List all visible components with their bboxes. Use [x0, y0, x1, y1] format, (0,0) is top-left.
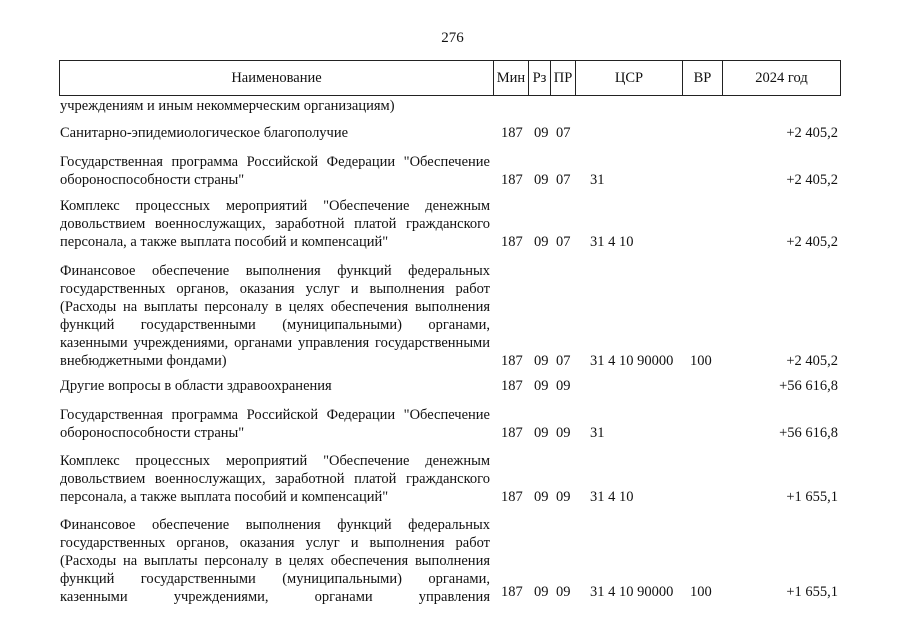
- row-codes: [60, 583, 840, 601]
- header-min: Мин: [494, 61, 529, 95]
- header-pr: ПР: [551, 61, 576, 95]
- row-amount: +2 405,2: [786, 234, 838, 250]
- table-row: [60, 124, 840, 142]
- row-rz: 09: [534, 489, 549, 505]
- row-rz: 09: [534, 353, 549, 369]
- row-min: 187: [501, 584, 523, 600]
- row-vr: 100: [690, 353, 712, 369]
- row-pr: 07: [556, 353, 571, 369]
- page-number: 276: [441, 30, 464, 46]
- row-csr: 31 4 10 90000: [590, 353, 674, 369]
- row-name: Государственная программа Российской Федерации "Обеспечение обороноспособности страны": [60, 154, 490, 188]
- table-row: [60, 516, 840, 606]
- row-amount: +1 655,1: [786, 489, 838, 505]
- row-amount: +2 405,2: [786, 125, 838, 141]
- row-codes: [60, 124, 840, 142]
- row-name: Комплекс процессных мероприятий "Обеспечение денежным довольствием военнослужащих, заработной платой гражданского персонала, а также выплата пособий и компенсаций": [60, 198, 490, 250]
- header-csr: ЦСР: [576, 61, 683, 95]
- row-pr: 07: [556, 234, 571, 250]
- row-amount: +2 405,2: [786, 353, 838, 369]
- row-rz: 09: [534, 125, 549, 141]
- row-pr: 07: [556, 172, 571, 188]
- row-codes: [60, 352, 840, 370]
- row-pr: 07: [556, 125, 571, 141]
- row-pr: 09: [556, 584, 571, 600]
- row-name: Другие вопросы в области здравоохранения: [60, 378, 332, 394]
- row-min: 187: [501, 425, 523, 441]
- row-name: Финансовое обеспечение выполнения функций федеральных государственных органов, оказания услуг и выполнения работ (Расходы на выплаты персоналу в целях обеспечения выполнения функций государственными (муниципальными) органами, казенными учреждениями, органами управления: [60, 517, 490, 605]
- row-csr: 31 4 10: [590, 234, 634, 250]
- row-rz: 09: [534, 234, 549, 250]
- row-min: 187: [501, 378, 523, 394]
- row-pr: 09: [556, 378, 571, 394]
- table-row: [60, 262, 840, 370]
- row-min: 187: [501, 234, 523, 250]
- table-row: [60, 406, 840, 442]
- row-csr: 31 4 10: [590, 489, 634, 505]
- row-name: Санитарно-эпидемиологическое благополучие: [60, 125, 349, 141]
- continuation-row: [60, 97, 840, 115]
- row-rz: 09: [534, 378, 549, 394]
- row-codes: [60, 233, 840, 251]
- header-rz: Рз: [529, 61, 551, 95]
- header-vr: ВР: [683, 61, 723, 95]
- header-year: 2024 год: [755, 69, 808, 86]
- row-name: Финансовое обеспечение выполнения функций федеральных государственных органов, оказания услуг и выполнения работ (Расходы на выплаты персоналу в целях обеспечения выполнения функций государственными (муниципальными) органами, казенными учреждениями, органами управления государственными внебюджетными фондами): [60, 263, 490, 369]
- header-name: Наименование: [60, 61, 494, 95]
- continuation-text: учреждениям и иным некоммерческим организациям): [60, 98, 395, 114]
- row-rz: 09: [534, 172, 549, 188]
- row-csr: 31: [590, 425, 605, 441]
- row-vr: 100: [690, 584, 712, 600]
- row-pr: 09: [556, 425, 571, 441]
- row-min: 187: [501, 353, 523, 369]
- row-amount: +56 616,8: [779, 378, 838, 394]
- table-row: [60, 377, 840, 395]
- row-codes: [60, 424, 840, 442]
- row-min: 187: [501, 489, 523, 505]
- table-row: [60, 197, 840, 251]
- row-rz: 09: [534, 425, 549, 441]
- table-row: [60, 153, 840, 189]
- row-csr: 31: [590, 172, 605, 188]
- row-min: 187: [501, 172, 523, 188]
- row-amount: +2 405,2: [786, 172, 838, 188]
- row-name: Государственная программа Российской Федерации "Обеспечение обороноспособности страны": [60, 407, 490, 441]
- row-csr: 31 4 10 90000: [590, 584, 674, 600]
- row-name: Комплекс процессных мероприятий "Обеспечение денежным довольствием военнослужащих, заработной платой гражданского персонала, а также выплата пособий и компенсаций": [60, 453, 490, 505]
- table-header: [59, 60, 841, 96]
- row-min: 187: [501, 125, 523, 141]
- row-codes: [60, 488, 840, 506]
- row-amount: +56 616,8: [779, 425, 838, 441]
- row-pr: 09: [556, 489, 571, 505]
- row-codes: [60, 171, 840, 189]
- table-row: [60, 452, 840, 506]
- row-rz: 09: [534, 584, 549, 600]
- row-amount: +1 655,1: [786, 584, 838, 600]
- row-codes: [60, 377, 840, 395]
